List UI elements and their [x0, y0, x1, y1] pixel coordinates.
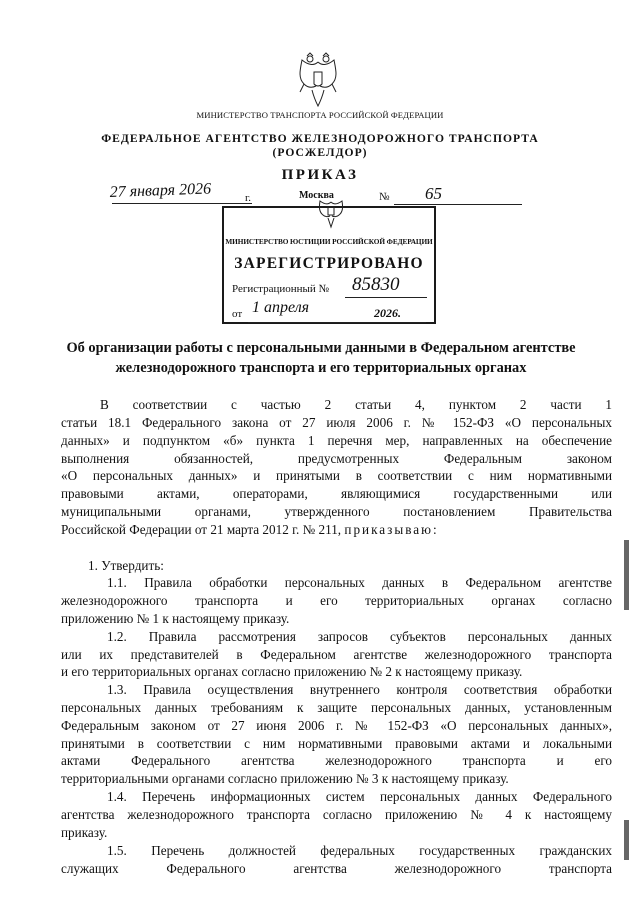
body-line: и его территориальных органах согласно приложению № 2 к настоящему приказу.	[61, 664, 523, 679]
ministry-name: МИНИСТЕРСТВО ТРАНСПОРТА РОССИЙСКОЙ ФЕДЕРАЦИИ	[196, 110, 444, 120]
order-date-handwritten: 27 января 2026	[109, 180, 212, 202]
stamp-reg-number-label: Регистрационный №	[232, 283, 330, 295]
number-sign: №	[379, 191, 390, 203]
agency-name: ФЕДЕРАЛЬНОЕ АГЕНТСТВО ЖЕЛЕЗНОДОРОЖНОГО ТРАНСПОРТА	[101, 132, 539, 145]
scan-edge-mark	[624, 540, 629, 610]
body-line: В соответствии с частью 2 статьи 4, пунктом 2 части 1	[100, 397, 612, 412]
body-line: правовыми актами, операторами, являющимися государственными или	[61, 486, 612, 501]
body-line: данных» и подпунктом «б» пункта 1 перечня мер, направленных на обеспечение	[61, 433, 612, 448]
body-line: агентства железнодорожного транспорта согласно приложению № 4 к настоящему	[61, 807, 612, 822]
date-underline	[112, 203, 252, 204]
body-line: служащих Федерального агентства железнодорожного транспорта	[61, 861, 612, 876]
state-emblem-icon	[290, 52, 346, 110]
body-line: 1.2. Правила рассмотрения запросов субъектов персональных данных	[107, 629, 612, 644]
stamp-emblem-icon	[314, 196, 348, 230]
scan-edge-mark	[624, 820, 629, 860]
body-line: принятыми в соответствии с ним нормативными правовыми актами и локальными	[61, 736, 612, 751]
body-line: статьи 18.1 Федерального закона от 27 июля 2006 г. № 152-ФЗ «О персональных	[61, 415, 612, 430]
body-line: 1.4. Перечень информационных систем персональных данных Федерального	[107, 789, 612, 804]
body-line: муниципальными органами, утвержденного постановлением Правительства	[61, 504, 612, 519]
body-line: 1.1. Правила обработки персональных данных в Федеральном агентстве	[107, 575, 612, 590]
order-number-handwritten: 65	[425, 184, 442, 203]
title-line: Об организации работы с персональными данными в Федеральном агентстве	[66, 340, 576, 356]
body-line: или их представителей в Федеральном агентстве железнодорожного транспорта	[61, 647, 612, 662]
document-title	[60, 338, 582, 378]
body-line: железнодорожного транспорта и его территориальных органах согласно	[61, 593, 612, 608]
body-line: приказу.	[61, 825, 108, 840]
stamp-ministry: МИНИСТЕРСТВО ЮСТИЦИИ РОССИЙСКОЙ ФЕДЕРАЦИИ	[225, 237, 433, 246]
stamp-date-underline	[248, 322, 426, 323]
body-line: актами Федерального агентства железнодорожного транспорта и его	[61, 753, 612, 768]
stamp-date-handwritten: 1 апреля	[252, 299, 310, 316]
stamp-year: 2026.	[374, 306, 401, 320]
stamp-reg-number-underline	[345, 297, 427, 298]
stamp-from-label: от	[232, 308, 243, 320]
body-line: персональных данных требованиям к защите персональных данных, установленным	[61, 700, 612, 715]
body-line: 1. Утвердить:	[88, 558, 164, 573]
body-line	[61, 521, 612, 539]
body-line: выполнения обязанностей, предусмотренных Федеральным законом	[61, 451, 612, 466]
stamp-reg-number-handwritten: 85830	[352, 274, 400, 295]
title-line: железнодорожного транспорта и его территориальных органах	[115, 360, 527, 376]
body-line: территориальными органами согласно приложению № 3 к настоящему приказу.	[61, 771, 509, 786]
stamp-registered: ЗАРЕГИСТРИРОВАНО	[234, 255, 424, 272]
agency-short-name: (РОСЖЕЛДОР)	[272, 146, 368, 159]
order-city: Москва	[299, 190, 334, 201]
agency-name-block	[0, 132, 640, 160]
body-line: 1.5. Перечень должностей федеральных государственных гражданских	[107, 843, 612, 858]
body-line: Федеральным законом от 27 июня 2006 г. № 152-ФЗ «О персональных данных»,	[61, 718, 612, 733]
preamble-last-text: Российской Федерации от 21 марта 2012 г. № 211,	[61, 522, 342, 537]
body-line: приложению № 1 к настоящему приказу.	[61, 611, 290, 626]
number-underline	[394, 204, 522, 205]
body-line: 1.3. Правила осуществления внутреннего контроля соответствия обработки	[107, 682, 612, 697]
document-type: ПРИКАЗ	[281, 167, 359, 183]
date-suffix: г.	[245, 192, 252, 204]
order-word: приказываю:	[344, 522, 439, 537]
body-line: «О персональных данных» и принятыми в соответствии с ним нормативными	[61, 468, 612, 483]
